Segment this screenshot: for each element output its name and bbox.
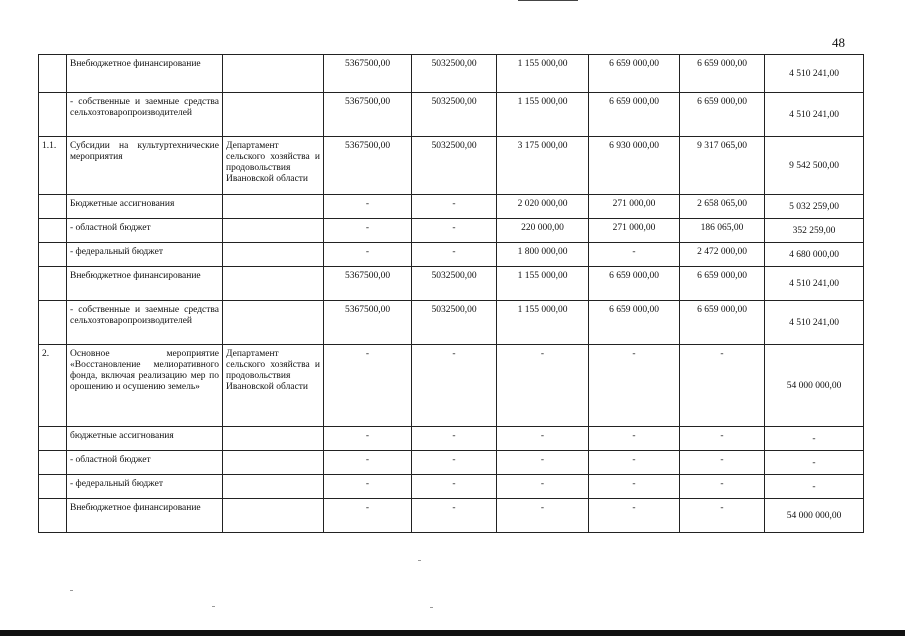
value-3: - — [497, 475, 589, 499]
table-row — [39, 137, 864, 195]
row-number — [39, 195, 67, 219]
value-2: - — [412, 427, 497, 451]
value-4: 6 659 000,00 — [589, 267, 680, 301]
value-2: - — [412, 219, 497, 243]
row-department — [223, 93, 324, 137]
row-description: - областной бюджет — [67, 219, 223, 243]
value-5: 2 472 000,00 — [680, 243, 765, 267]
row-department — [223, 243, 324, 267]
scan-speck — [430, 607, 433, 608]
value-3: 1 155 000,00 — [497, 93, 589, 137]
value-5: - — [680, 451, 765, 475]
table-row — [39, 301, 864, 345]
row-description: - собственные и заемные средства сельхозтоваропроизводителей — [67, 93, 223, 137]
table-row — [39, 475, 864, 499]
value-3: 2 020 000,00 — [497, 195, 589, 219]
value-6: 4 510 241,00 — [765, 93, 864, 137]
value-3: 1 155 000,00 — [497, 267, 589, 301]
value-1: 5367500,00 — [324, 301, 412, 345]
row-number — [39, 267, 67, 301]
row-number: 1.1. — [39, 137, 67, 195]
row-description: - федеральный бюджет — [67, 243, 223, 267]
value-2: 5032500,00 — [412, 137, 497, 195]
value-3: - — [497, 427, 589, 451]
value-4: - — [589, 427, 680, 451]
value-2: - — [412, 475, 497, 499]
value-5: - — [680, 475, 765, 499]
row-number — [39, 427, 67, 451]
row-description: - собственные и заемные средства сельхозтоваропроизводителей — [67, 301, 223, 345]
value-5: 6 659 000,00 — [680, 93, 765, 137]
row-department — [223, 475, 324, 499]
value-1: - — [324, 427, 412, 451]
value-4: - — [589, 451, 680, 475]
value-5: 6 659 000,00 — [680, 301, 765, 345]
value-6: - — [765, 451, 864, 475]
row-description: - областной бюджет — [67, 451, 223, 475]
value-4: 271 000,00 — [589, 195, 680, 219]
row-number — [39, 451, 67, 475]
budget-table — [38, 54, 864, 533]
row-department — [223, 301, 324, 345]
value-1: - — [324, 195, 412, 219]
row-number — [39, 219, 67, 243]
table-row — [39, 499, 864, 533]
row-department: Департамент сельского хозяйства и продовольствия Ивановской области — [223, 345, 324, 427]
value-1: - — [324, 219, 412, 243]
value-2: 5032500,00 — [412, 55, 497, 93]
value-6: - — [765, 475, 864, 499]
value-5: 186 065,00 — [680, 219, 765, 243]
value-5: 9 317 065,00 — [680, 137, 765, 195]
table-row — [39, 427, 864, 451]
row-department — [223, 267, 324, 301]
table-row — [39, 267, 864, 301]
value-4: - — [589, 345, 680, 427]
value-2: - — [412, 243, 497, 267]
scan-speck — [418, 560, 421, 561]
value-3: - — [497, 345, 589, 427]
value-1: - — [324, 345, 412, 427]
value-4: - — [589, 475, 680, 499]
value-1: 5367500,00 — [324, 137, 412, 195]
value-1: - — [324, 499, 412, 533]
row-description: Внебюджетное финансирование — [67, 499, 223, 533]
value-1: - — [324, 451, 412, 475]
page-number: 48 — [832, 35, 845, 50]
value-1: 5367500,00 — [324, 93, 412, 137]
value-6: 54 000 000,00 — [765, 499, 864, 533]
row-department — [223, 55, 324, 93]
value-3: 1 155 000,00 — [497, 301, 589, 345]
value-3: 220 000,00 — [497, 219, 589, 243]
value-3: 1 155 000,00 — [497, 55, 589, 93]
value-4: 6 930 000,00 — [589, 137, 680, 195]
value-4: 6 659 000,00 — [589, 55, 680, 93]
value-5: 6 659 000,00 — [680, 267, 765, 301]
row-department: Департамент сельского хозяйства и продовольствия Ивановской области — [223, 137, 324, 195]
value-6: 4 510 241,00 — [765, 267, 864, 301]
table-row — [39, 345, 864, 427]
row-department — [223, 219, 324, 243]
value-5: - — [680, 499, 765, 533]
value-2: 5032500,00 — [412, 93, 497, 137]
table-row — [39, 243, 864, 267]
value-6: 5 032 259,00 — [765, 195, 864, 219]
value-2: 5032500,00 — [412, 267, 497, 301]
value-4: 6 659 000,00 — [589, 301, 680, 345]
value-6: 54 000 000,00 — [765, 345, 864, 427]
row-department — [223, 195, 324, 219]
row-number — [39, 301, 67, 345]
value-6: 4 510 241,00 — [765, 55, 864, 93]
value-5: 6 659 000,00 — [680, 55, 765, 93]
row-number: 2. — [39, 345, 67, 427]
value-6: - — [765, 427, 864, 451]
value-3: - — [497, 451, 589, 475]
row-description: Внебюджетное финансирование — [67, 55, 223, 93]
row-department — [223, 451, 324, 475]
value-1: - — [324, 243, 412, 267]
value-6: 4 510 241,00 — [765, 301, 864, 345]
value-1: - — [324, 475, 412, 499]
value-5: - — [680, 345, 765, 427]
scan-speck — [212, 606, 215, 607]
value-4: - — [589, 243, 680, 267]
row-number — [39, 55, 67, 93]
row-description: Основное мероприятие «Восстановление мелиоративного фонда, включая реализацию мер по орошению и осушению земель» — [67, 345, 223, 427]
value-4: - — [589, 499, 680, 533]
value-6: 352 259,00 — [765, 219, 864, 243]
row-number — [39, 243, 67, 267]
value-3: 1 800 000,00 — [497, 243, 589, 267]
value-2: - — [412, 195, 497, 219]
row-description: - федеральный бюджет — [67, 475, 223, 499]
value-2: - — [412, 345, 497, 427]
value-2: - — [412, 451, 497, 475]
row-description: Бюджетные ассигнования — [67, 195, 223, 219]
value-4: 6 659 000,00 — [589, 93, 680, 137]
value-6: 9 542 500,00 — [765, 137, 864, 195]
row-number — [39, 499, 67, 533]
table-row — [39, 195, 864, 219]
value-2: - — [412, 499, 497, 533]
table-row — [39, 451, 864, 475]
value-3: 3 175 000,00 — [497, 137, 589, 195]
value-2: 5032500,00 — [412, 301, 497, 345]
scan-speck — [70, 590, 73, 591]
row-description: Субсидии на культуртехнические мероприятия — [67, 137, 223, 195]
value-4: 271 000,00 — [589, 219, 680, 243]
table-row — [39, 219, 864, 243]
table-row — [39, 55, 864, 93]
scan-bottom-edge — [0, 630, 905, 636]
row-department — [223, 427, 324, 451]
value-5: - — [680, 427, 765, 451]
value-1: 5367500,00 — [324, 55, 412, 93]
row-description: бюджетные ассигнования — [67, 427, 223, 451]
table-row — [39, 93, 864, 137]
row-number — [39, 93, 67, 137]
row-department — [223, 499, 324, 533]
row-number — [39, 475, 67, 499]
row-description: Внебюджетное финансирование — [67, 267, 223, 301]
value-3: - — [497, 499, 589, 533]
top-rule — [518, 0, 578, 1]
value-5: 2 658 065,00 — [680, 195, 765, 219]
value-1: 5367500,00 — [324, 267, 412, 301]
value-6: 4 680 000,00 — [765, 243, 864, 267]
